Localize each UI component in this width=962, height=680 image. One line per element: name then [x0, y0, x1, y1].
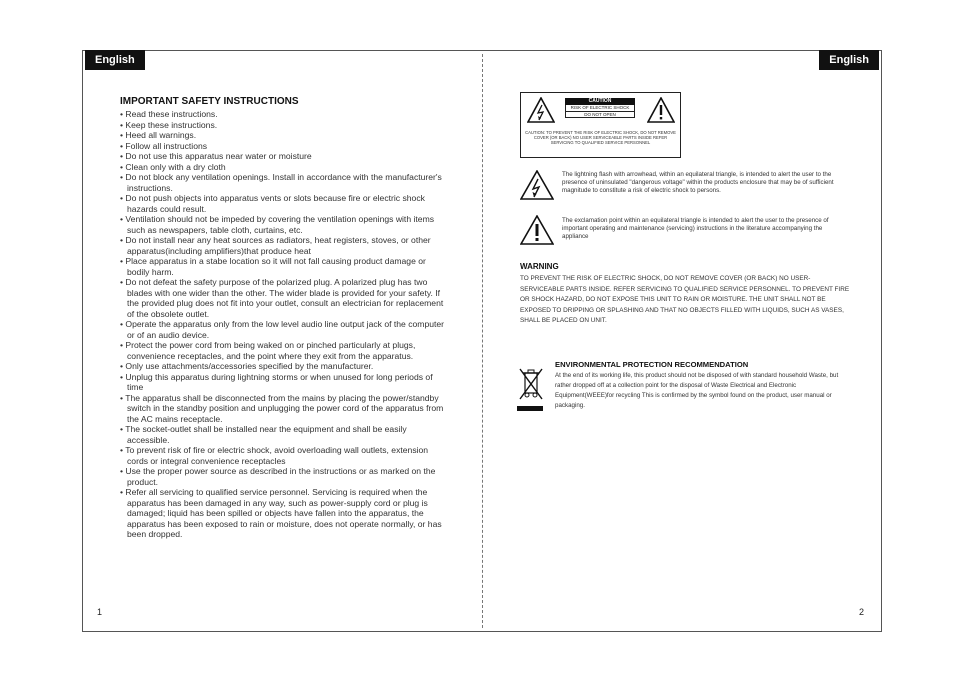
safety-instruction-item: • Do not defeat the safety purpose of the polarized plug. A polarized plug has two blades with one wider than the other. The wider blade is provided for your safety. If the provided plug does not fit into your outlet, consult an electrician for replacement of the obsolete outlet. [115, 277, 445, 319]
page-number-left: 1 [97, 607, 103, 617]
caution-label-risk: RISK OF ELECTRIC SHOCK [565, 105, 635, 112]
safety-instruction-item: • Refer all servicing to qualified service personnel. Servicing is required when the apparatus has been damaged in any way, such as power-supply cord or plug is damaged; liquid has been spilled or objects have fallen into the apparatus, the apparatus has been exposed to rain or moisture, does not operate normally, or has been dropped. [115, 487, 445, 540]
caution-label-center [565, 98, 635, 118]
safety-instruction-item: • Unplug this apparatus during lightning storms or when unused for long periods of time [115, 372, 445, 393]
safety-instruction-item: • Operate the apparatus only from the low level audio line output jack of the computer or of an audio device. [115, 319, 445, 340]
page-number-right: 2 [859, 607, 865, 617]
caution-label-footer: CAUTION: TO PREVENT THE RISK OF ELECTRIC SHOCK, DO NOT REMOVE COVER (OR BACK) NO USER SERVICEABLE PARTS INSIDE REFER SERVICING TO QUALIFIED SERVICE PERSONNEL [525, 130, 676, 146]
exclamation-symbol-icon [520, 215, 554, 245]
lightning-warning-icon [527, 97, 555, 123]
safety-instruction-item: • Clean only with a dry cloth [115, 162, 445, 173]
lightning-symbol-icon [520, 170, 554, 200]
safety-instruction-item: • Follow all instructions [115, 141, 445, 152]
safety-instruction-item: • Read these instructions. [115, 109, 445, 120]
safety-instruction-item: • The socket-outlet shall be installed near the equipment and shall be easily accessible. [115, 424, 445, 445]
safety-instructions-title: IMPORTANT SAFETY INSTRUCTIONS [120, 96, 299, 107]
safety-instruction-item: • Protect the power cord from being waked on or pinched particularly at plugs, convenience receptacles, and the point where they exit from the apparatus. [115, 340, 445, 361]
safety-instruction-item: • Do not install near any heat sources as radiators, heat registers, stoves, or other apparatus(including amplifiers)that produce heat [115, 235, 445, 256]
weee-crossed-bin-icon [518, 366, 544, 402]
safety-instruction-item: • Ventilation should not be impeded by covering the ventilation openings with items such as newspapers, table cloth, curtains, etc. [115, 214, 445, 235]
safety-instruction-item: • Place apparatus in a stabe location so it will not fall causing product damage or bodily harm. [115, 256, 445, 277]
safety-instructions-section [115, 96, 445, 540]
warning-body: TO PREVENT THE RISK OF ELECTRIC SHOCK, DO NOT REMOVE COVER (OR BACK) NO USER-SERVICEABLE PARTS INSIDE. REFER SERVICING TO QUALIFIED SERVICE PERSONNEL. TO PREVENT FIRE OR SHOCK HAZARD, DO NOT EXPOSE THIS UNIT TO RAIN OR MOISTURE. THE UNIT SHALL NOT BE EXPOSED TO DRIPPING OR SPLASHING AND THAT NO OBJECTS FILLED WITH LIQUIDS, SUCH AS VASES, SHALL BE PLACED ON UNIT. [520, 275, 850, 324]
exclamation-symbol-description: The exclamation point within an equilateral triangle is intended to alert the user to the presence of important operating and maintenance (servicing) instructions in the literature accompanying the appliance [562, 217, 829, 240]
safety-instruction-item: • The apparatus shall be disconnected from the mains by placing the power/standby switch in the standby position and unplugging the power cord of the apparatus from the AC mains receptacle. [115, 393, 445, 425]
caution-label-box [520, 92, 681, 158]
safety-instruction-item: • Do not use this apparatus near water or moisture [115, 151, 445, 162]
environment-body: At the end of its working life, this product should not be disposed of with standard household Waste, but rather dropped off at a collection point for the disposal of Waste Electrical and Electronic Equipment(WEEE)for recycling This is confirmed by the symbol found on the product, user manual or packaging. [555, 372, 839, 409]
page-fold-line [482, 54, 483, 628]
lightning-symbol-description: The lightning flash with arrowhead, within an equilateral triangle, is intended to alert the user to the presence of uninsulated "dangerous voltage" within the products enclosure that may be of sufficient magnitude to constitute a risk of electric shock to persons. [562, 171, 834, 194]
language-tab-right: English [819, 50, 879, 70]
safety-instruction-item: • Keep these instructions. [115, 120, 445, 131]
caution-label-title: CAUTION [565, 98, 635, 105]
warning-title: WARNING [520, 262, 559, 271]
weee-black-bar [517, 406, 543, 411]
safety-instruction-item: • Use the proper power source as described in the instructions or as marked on the product. [115, 466, 445, 487]
caution-label-do-not-open: DO NOT OPEN [565, 112, 635, 119]
exclamation-warning-icon [647, 97, 675, 123]
safety-instruction-item: • To prevent risk of fire or electric shock, avoid overloading wall outlets, extension cords or integral convenience receptacles [115, 445, 445, 466]
safety-instruction-item: • Only use attachments/accessories specified by the manufacturer. [115, 361, 445, 372]
safety-instruction-item: • Do not push objects into apparatus vents or slots because fire or electric shock hazards could result. [115, 193, 445, 214]
safety-instruction-item: • Do not block any ventilation openings. Install in accordance with the manufacturer's instructions. [115, 172, 445, 193]
safety-instructions-list [115, 109, 445, 540]
safety-instruction-item: • Heed all warnings. [115, 130, 445, 141]
language-tab-left: English [85, 50, 145, 70]
environment-title: ENVIRONMENTAL PROTECTION RECOMMENDATION [555, 360, 749, 369]
